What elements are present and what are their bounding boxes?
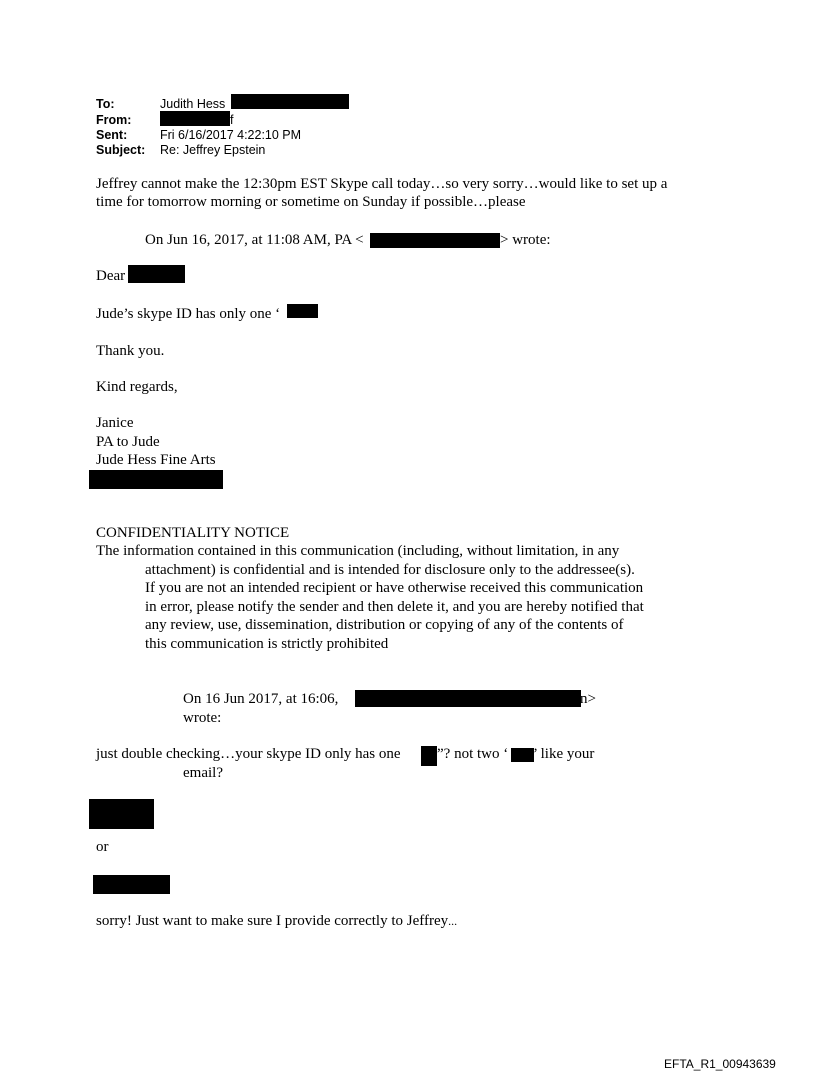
check-line-part-c: ’ like your <box>533 746 595 762</box>
confidentiality-line-4: in error, please notify the sender and then delete it, and you are hereby notified that <box>145 599 644 615</box>
redaction <box>89 799 154 829</box>
signature-company: Jude Hess Fine Arts <box>96 452 216 468</box>
redaction <box>511 748 534 762</box>
quote2-attribution-suffix: n> <box>580 691 596 707</box>
subject-label: Subject: <box>96 143 146 157</box>
quote2-attribution-prefix: On 16 Jun 2017, at 16:06, <box>183 691 339 707</box>
to-label: To: <box>96 97 115 111</box>
redaction <box>355 690 581 707</box>
closing-ellipsis: ... <box>448 914 458 928</box>
redaction <box>89 470 223 489</box>
redaction <box>93 875 170 894</box>
thank-you: Thank you. <box>96 343 165 359</box>
confidentiality-line-1: The information contained in this communication (including, without limitation, in any <box>96 543 620 559</box>
salutation: Dear <box>96 268 126 284</box>
confidentiality-line-5: any review, use, dissemination, distribution or copying of any of the contents of <box>145 617 624 633</box>
from-label: From: <box>96 113 132 127</box>
confidentiality-title: CONFIDENTIALITY NOTICE <box>96 525 290 541</box>
redaction <box>128 265 185 283</box>
redaction <box>287 304 318 318</box>
signature-role: PA to Jude <box>96 434 160 450</box>
subject-value: Re: Jeffrey Epstein <box>160 143 266 157</box>
redaction <box>421 746 437 766</box>
quote1-attribution-prefix: On Jun 16, 2017, at 11:08 AM, PA < <box>145 232 364 248</box>
sent-label: Sent: <box>96 128 128 142</box>
check-line-2: email? <box>183 765 223 781</box>
confidentiality-line-2: attachment) is confidential and is intended for disclosure only to the addressee(s). <box>145 562 635 578</box>
closing-line <box>96 912 457 930</box>
or-text: or <box>96 839 109 855</box>
confidentiality-line-6: this communication is strictly prohibited <box>145 636 389 652</box>
redaction <box>160 111 230 126</box>
kind-regards: Kind regards, <box>96 379 178 395</box>
redaction <box>231 94 349 109</box>
redaction <box>370 233 500 248</box>
signature-name: Janice <box>96 415 134 431</box>
confidentiality-line-3: If you are not an intended recipient or have otherwise received this communication <box>145 580 644 596</box>
intro-line-1: Jeffrey cannot make the 12:30pm EST Skype call today…so very sorry…would like to set up a <box>96 176 668 192</box>
intro-line-2: time for tomorrow morning or sometime on Sunday if possible…please <box>96 194 526 210</box>
quote1-attribution-suffix: > wrote: <box>500 232 551 248</box>
document-id: EFTA_R1_00943639 <box>664 1057 776 1071</box>
from-value: f <box>230 113 234 127</box>
to-value: Judith Hess <box>160 97 226 111</box>
sent-value: Fri 6/16/2017 4:22:10 PM <box>160 128 302 142</box>
check-line-part-b: ”? not two ‘ <box>437 746 509 762</box>
skype-id-line: Jude’s skype ID has only one ‘ <box>96 306 281 322</box>
quote2-wrote: wrote: <box>183 710 222 726</box>
check-line-part-a: just double checking…your skype ID only has one <box>96 746 401 762</box>
closing-line-text: sorry! Just want to make sure I provide correctly to Jeffrey <box>96 913 449 929</box>
